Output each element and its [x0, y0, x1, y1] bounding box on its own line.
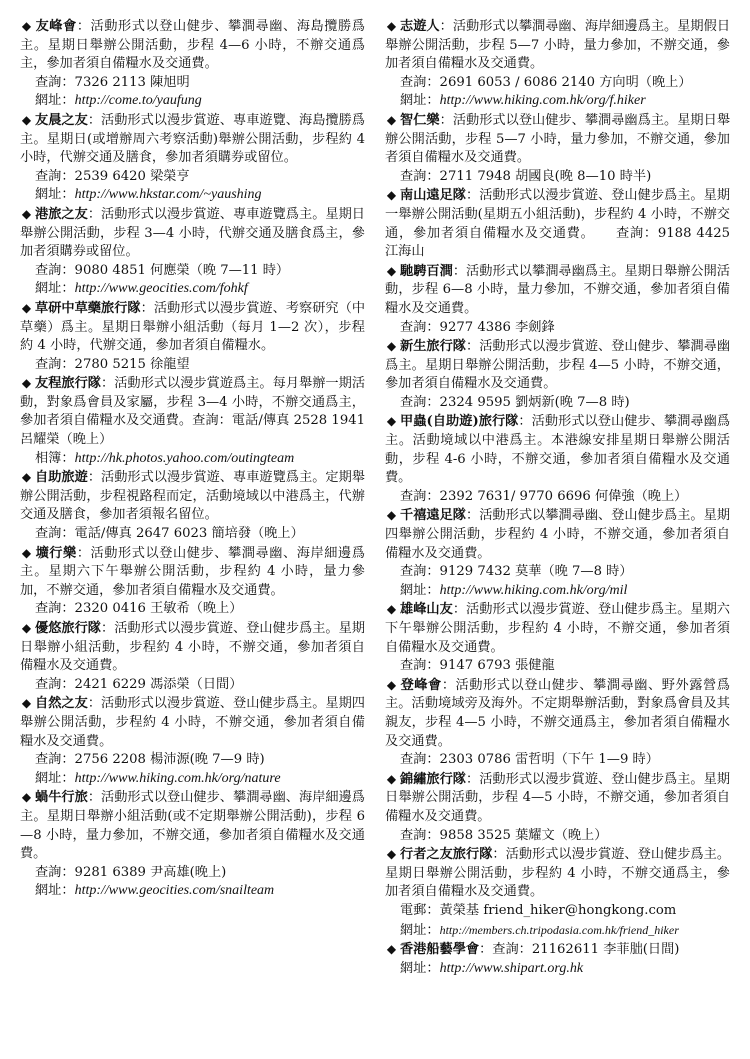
website-label: 網址： [400, 582, 440, 598]
club-entry [385, 412, 730, 506]
diamond-bullet-icon: ◆ [21, 19, 32, 33]
club-entry [20, 205, 365, 299]
website-link[interactable]: http://come.to/yaufung [74, 93, 202, 109]
club-details: ：活動形式以登山健步、攀澗尋幽、海島攬勝爲主。星期日舉辦公開活動，步程 4—6 小時，不辦交通爲主，參加者須自備糧水及交通費。 [20, 19, 365, 72]
club-name: 壙行樂 [35, 545, 77, 561]
club-contact: 查詢：2303 0786 雷哲明（下午 1—9 時） [400, 752, 659, 768]
club-description [20, 468, 365, 525]
club-entry [20, 468, 365, 543]
club-description [385, 940, 730, 960]
club-details: ：活動形式以漫步賞遊、登山健步、攀澗尋幽爲主。星期日舉辦公開活動，步程 4—5 小時，不辦交通，參加者須自備糧水及交通費。 [385, 339, 731, 392]
website-link[interactable]: http://hk.photos.yahoo.com/outingteam [74, 450, 295, 466]
diamond-bullet-icon: ◆ [386, 508, 397, 523]
club-description [20, 374, 365, 449]
club-description [20, 17, 365, 74]
club-details: ：活動形式以漫步賞遊爲主。每月舉辦一期活動，對象爲會員及家屬，步程 3—4 小時，不辦交通爲主，參加者須自備糧水及交通費。查詢：電話/傳真 2528 1941 呂耀榮（晚上） [20, 376, 366, 448]
club-name: 友峰會 [35, 19, 77, 34]
club-contact: 查詢：2392 7631/ 9770 6696 何偉強（晚上） [400, 488, 688, 504]
club-description [385, 676, 730, 751]
club-details: ：活動形式以攀澗尋幽、海岸細邊爲主。星期假日舉辦公開活動，步程 5—7 小時，量力參加，不辦交通，參加者須自備糧水及交通費。 [385, 19, 731, 72]
diamond-bullet-icon: ◆ [386, 112, 397, 127]
website-label: 網址： [400, 960, 440, 976]
club-contact: 查詢：2539 6420 梁榮亨 [35, 168, 190, 184]
club-contact: 查詢：2324 9595 劉炳新(晚 7—8 時) [400, 394, 630, 410]
club-details: ：活動形式以漫步賞遊、登山健步爲主。星期一舉辦公開活動(星期五小組活動)，步程約 4 小時，不辦交通，參加者須自備糧水及交通費。 查詢：9188 4425 江海山 [385, 188, 731, 260]
club-website [20, 450, 365, 469]
website-link[interactable]: http://www.hiking.com.hk/org/mil [439, 582, 628, 598]
club-name: 千禧遠足隊 [400, 508, 467, 524]
club-details: ：活動形式以漫步賞遊、登山健步爲主。星期四舉辦公開活動，步程約 4 小時，不辦交通，參加者須自備糧水及交通費。 [20, 696, 365, 749]
club-website [20, 92, 365, 111]
club-details: ：活動形式以登山健步、攀澗尋幽、海岸細邊爲主。星期日舉辦小組活動(或不定期舉辦公開活動)，步程 6—8 小時，量力參加，不辦交通，參加者須自備糧水及交通費。 [20, 790, 365, 862]
website-label: 網址： [35, 187, 75, 203]
website-label: 網址： [35, 93, 75, 109]
diamond-bullet-icon: ◆ [386, 263, 397, 278]
club-contact: 電郵：黃榮基 friend_hiker@hongkong.com [400, 902, 677, 918]
club-description [385, 186, 730, 261]
club-description [385, 770, 730, 827]
club-contact: 查詢：7326 2113 陳旭明 [35, 74, 190, 90]
club-details: ：活動形式以登山健步、攀澗尋幽、野外露營爲主。活動境域旁及海外。不定期舉辦活動，對象爲會員及其親友，步程 4—5 小時，不辦交通爲主，參加者須自備糧水及交通費。 [385, 677, 730, 749]
club-description [20, 619, 365, 676]
club-entry [385, 506, 730, 600]
club-website [385, 921, 730, 941]
club-entry [20, 619, 365, 694]
club-description [385, 111, 730, 168]
club-details: ：活動形式以漫步賞遊、專車遊覽、海島攬勝爲主。星期日(或增辦周六考察活動)舉辦公開活動，步程約 4 小時，代辦交通及膳食，參加者須購券或留位。 [20, 112, 365, 166]
club-contact: 查詢：9281 6389 尹高雄(晚上) [35, 864, 227, 880]
diamond-bullet-icon: ◆ [21, 696, 32, 711]
diamond-bullet-icon: ◆ [21, 470, 32, 485]
club-name: 雄峰山友 [400, 602, 453, 618]
club-name: 自然之友 [35, 696, 88, 712]
club-details: ：活動形式以攀澗尋幽、登山健步爲主。星期四舉辦公開活動，步程約 4 小時，不辦交通，參加者須自備糧水及交通費。 [385, 508, 731, 561]
diamond-bullet-icon: ◆ [386, 602, 397, 617]
club-entry [385, 770, 730, 845]
club-details: ：活動形式以登山健步、攀澗尋幽爲主。星期日舉辦公開活動，步程 5—7 小時，量力參加，不辦交通，參加者須自備糧水及交通費。 [385, 112, 731, 166]
club-details: ：活動形式以登山健步、攀澗尋幽爲主。活動境域以中港爲主。本港線安排星期日舉辦公開活動，步程 4-6 小時，不辦交通，參加者須自備糧水及交通費。 [385, 414, 731, 486]
club-details: ：活動形式以攀澗尋幽爲主。星期日舉辦公開活動，步程 6—8 小時，量力參加，不辦交通，參加者須自備糧水及交通費。 [385, 263, 730, 316]
club-description [385, 412, 730, 487]
website-label: 網址： [400, 922, 440, 938]
club-contact: 查詢：電話/傳真 2647 6023 簡培發（晚上） [35, 526, 304, 542]
club-name: 友程旅行隊 [35, 376, 102, 392]
diamond-bullet-icon: ◆ [386, 771, 397, 786]
club-details: ：活動形式以漫步賞遊、登山健步爲主。星期日舉辦公開活動，步程 4—5 小時，不辦交通，參加者須自備糧水及交通費。 [385, 771, 731, 824]
club-website [20, 882, 365, 901]
club-details: ：查詢：21162611 李菲朏(日間) [479, 942, 680, 958]
club-entry [20, 299, 365, 374]
club-name: 自助旅遊 [35, 470, 88, 486]
club-contact: 查詢：2780 5215 徐龍望 [35, 356, 190, 372]
website-label: 相簿： [35, 450, 75, 466]
diamond-bullet-icon: ◆ [386, 339, 397, 354]
website-link[interactable]: http://www.hiking.com.hk/org/nature [74, 770, 281, 786]
diamond-bullet-icon: ◆ [386, 19, 397, 33]
website-link[interactable]: http://www.hiking.com.hk/org/f.hiker [439, 93, 646, 109]
club-description [385, 845, 730, 902]
diamond-bullet-icon: ◆ [386, 847, 397, 862]
club-name: 香港船藝學會 [400, 942, 480, 958]
club-website [20, 186, 365, 205]
club-description [385, 600, 730, 657]
club-name: 登峰會 [400, 677, 442, 693]
club-name: 智仁樂 [400, 112, 440, 128]
website-label: 網址： [35, 883, 75, 899]
website-link[interactable]: http://www.shipart.org.hk [439, 960, 584, 976]
club-details: ：活動形式以漫步賞遊、登山健步爲主。星期日舉辦公開活動，步程約 4 小時，不辦交通爲主，參加者須自備糧水及交通費。 [385, 847, 731, 900]
diamond-bullet-icon: ◆ [21, 545, 32, 560]
diamond-bullet-icon: ◆ [21, 790, 32, 805]
club-contact: 查詢：9858 3525 葉耀文（晚上） [400, 827, 608, 843]
club-name: 志遊人 [400, 19, 440, 34]
club-name: 新生旅行隊 [400, 339, 467, 355]
club-contact: 查詢：9147 6793 張健龍 [400, 658, 555, 674]
club-description [20, 299, 365, 356]
club-name: 友晨之友 [35, 112, 88, 128]
club-contact: 查詢：2711 7948 胡國良(晚 8—10 時半) [400, 168, 652, 184]
left-column [20, 17, 365, 901]
club-description [385, 262, 730, 319]
club-entry [20, 374, 365, 468]
club-entry [385, 845, 730, 940]
diamond-bullet-icon: ◆ [21, 300, 32, 315]
club-description [20, 205, 365, 262]
club-contact: 查詢：2421 6229 馮添榮（日間） [35, 676, 243, 692]
diamond-bullet-icon: ◆ [386, 414, 397, 429]
club-website [385, 582, 730, 601]
club-name: 馳騁百澗 [400, 263, 453, 279]
club-entry [385, 600, 730, 675]
club-entry [20, 544, 365, 619]
club-website [20, 770, 365, 789]
club-description [20, 788, 365, 863]
website-link[interactable]: http://www.hkstar.com/~yaushing [74, 187, 262, 203]
club-entry [385, 940, 730, 978]
club-name: 行者之友旅行隊 [400, 847, 493, 863]
club-entry [20, 694, 365, 788]
club-description [385, 17, 730, 74]
club-description [20, 111, 365, 168]
club-details: ：活動形式以漫步賞遊、專車遊覽爲主。星期日舉辦公開活動，步程 3—4 小時，代辦交通及膳食爲主，參加者須購券或留位。 [20, 206, 365, 260]
club-entry [20, 111, 365, 205]
diamond-bullet-icon: ◆ [21, 621, 32, 635]
club-description [20, 694, 365, 751]
website-link[interactable]: http://members.ch.tripodasia.com.hk/friend_hiker [439, 922, 679, 937]
club-entry [385, 337, 730, 412]
club-contact: 查詢：9277 4386 李劍鋒 [400, 319, 555, 335]
right-column [385, 17, 730, 978]
diamond-bullet-icon: ◆ [386, 942, 397, 957]
club-website [20, 280, 365, 299]
club-name: 甲蟲(自助遊)旅行隊 [400, 414, 519, 430]
club-entry [385, 262, 730, 337]
club-entry [385, 17, 730, 111]
club-entry [385, 186, 730, 261]
club-description [20, 544, 365, 601]
club-entry [385, 676, 730, 770]
club-details: ：活動形式以漫步賞遊、登山健步爲主。星期六下午舉辦公開活動，步程約 4 小時，不辦交通，參加者須自備糧水及交通費。 [385, 602, 730, 655]
website-label: 網址： [35, 281, 75, 297]
club-name: 蝸牛行旅 [35, 790, 88, 806]
club-entry [20, 788, 365, 901]
club-entry [20, 17, 365, 111]
website-link[interactable]: http://www.geocities.com/fohkf [74, 281, 248, 297]
club-description [385, 337, 730, 394]
club-name: 優悠旅行隊 [35, 621, 102, 636]
club-contact: 查詢：2691 6053 / 6086 2140 方向明（晚上） [400, 74, 692, 90]
club-website [385, 92, 730, 111]
club-name: 草研中草藥旅行隊 [35, 300, 141, 316]
club-contact: 查詢：9080 4851 何應榮（晚 7—11 時） [35, 262, 290, 278]
club-details: ：活動形式以漫步賞遊、考察研究（中草藥）爲主。星期日舉辦小組活動（每月 1—2 次），步程約 4 小時，代辦交通，參加者須自備糧水。 [20, 300, 366, 354]
club-name: 錦繡旅行隊 [400, 771, 467, 787]
club-contact: 查詢：2320 0416 王敏希（晚上） [35, 601, 243, 617]
club-details: ：活動形式以漫步賞遊、專車遊覽爲主。定期舉辦公開活動，步程視路程而定，活動境域以中港爲主，代辦交通及膳食，參加者須報名留位。 [20, 470, 365, 523]
club-entry [385, 111, 730, 186]
club-contact: 查詢：9129 7432 莫華（晚 7—8 時） [400, 564, 633, 580]
website-label: 網址： [35, 770, 75, 786]
website-link[interactable]: http://www.geocities.com/snailteam [74, 883, 275, 899]
diamond-bullet-icon: ◆ [386, 188, 397, 203]
club-description [385, 506, 730, 563]
club-details: ：活動形式以登山健步、攀澗尋幽、海岸細邊爲主。星期六下午舉辦公開活動，步程約 4 小時，量力參加，不辦交通，參加者須自備糧水及交通費。 [20, 545, 365, 598]
club-name: 港旅之友 [35, 206, 88, 222]
club-details: ：活動形式以漫步賞遊、登山健步爲主。星期日舉辦小組活動，步程約 4 小時，不辦交通，參加者須自備糧水及交通費。 [20, 621, 366, 674]
website-label: 網址： [400, 93, 440, 109]
club-name: 南山遠足隊 [400, 188, 467, 204]
diamond-bullet-icon: ◆ [386, 677, 397, 692]
club-contact: 查詢：2756 2208 楊沛源(晚 7—9 時) [35, 752, 265, 768]
club-website [385, 960, 730, 979]
diamond-bullet-icon: ◆ [21, 376, 32, 391]
diamond-bullet-icon: ◆ [21, 112, 32, 127]
diamond-bullet-icon: ◆ [21, 206, 32, 221]
